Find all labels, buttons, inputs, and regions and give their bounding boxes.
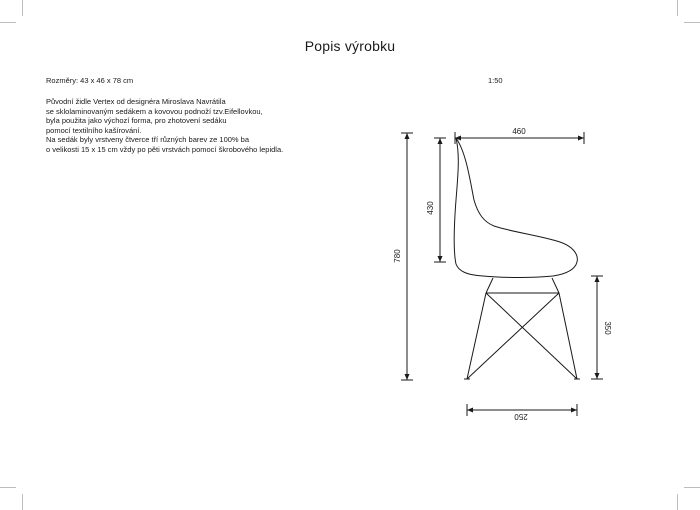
- cross-brace: [486, 293, 577, 379]
- cross-brace: [467, 293, 559, 379]
- dimension-base-width-250: [467, 404, 577, 421]
- description-line: byla použita jako výchozí forma, pro zhotovení sedáku: [46, 116, 227, 126]
- page-title: Popis výrobku: [304, 38, 396, 54]
- dimension-label-seat-height: 430: [426, 201, 435, 215]
- dimension-total-height-780: [393, 133, 413, 380]
- dimensions-text: Rozměry: 43 x 46 x 78 cm: [46, 76, 134, 85]
- leg-front: [467, 293, 486, 379]
- description-line: Na sedák byly vrstveny čtverce tří různých barev ze 100% ba: [46, 135, 250, 145]
- chair-seat-outline: [454, 138, 577, 278]
- description-line: o velikosti 15 x 15 cm vždy po pěti vrstvách pomocí škrobového lepidla.: [46, 144, 284, 154]
- dimension-seat-height-430: [426, 138, 446, 262]
- base-strut: [552, 278, 559, 293]
- description-line: se sklolaminovaným sedákem a kovovou podnoží tzv.Eifellovkou,: [46, 106, 263, 116]
- dimension-leg-height-350: [591, 276, 612, 379]
- dimension-label-total-height: 780: [393, 249, 402, 263]
- dimension-label-leg-height: 350: [603, 321, 612, 335]
- chair-base: [464, 278, 580, 379]
- scale-label: 1:50: [488, 76, 503, 85]
- dimension-label-width: 460: [512, 127, 526, 136]
- leg-back: [559, 293, 577, 379]
- dimension-label-base-width: 250: [514, 412, 528, 421]
- description-line: pomocí textilního kašírování.: [46, 125, 142, 135]
- dimension-width-460: [455, 127, 584, 144]
- base-strut: [486, 278, 493, 293]
- description-line: Původní židle Vertex od designéra Miroslava Navrátila: [46, 97, 226, 106]
